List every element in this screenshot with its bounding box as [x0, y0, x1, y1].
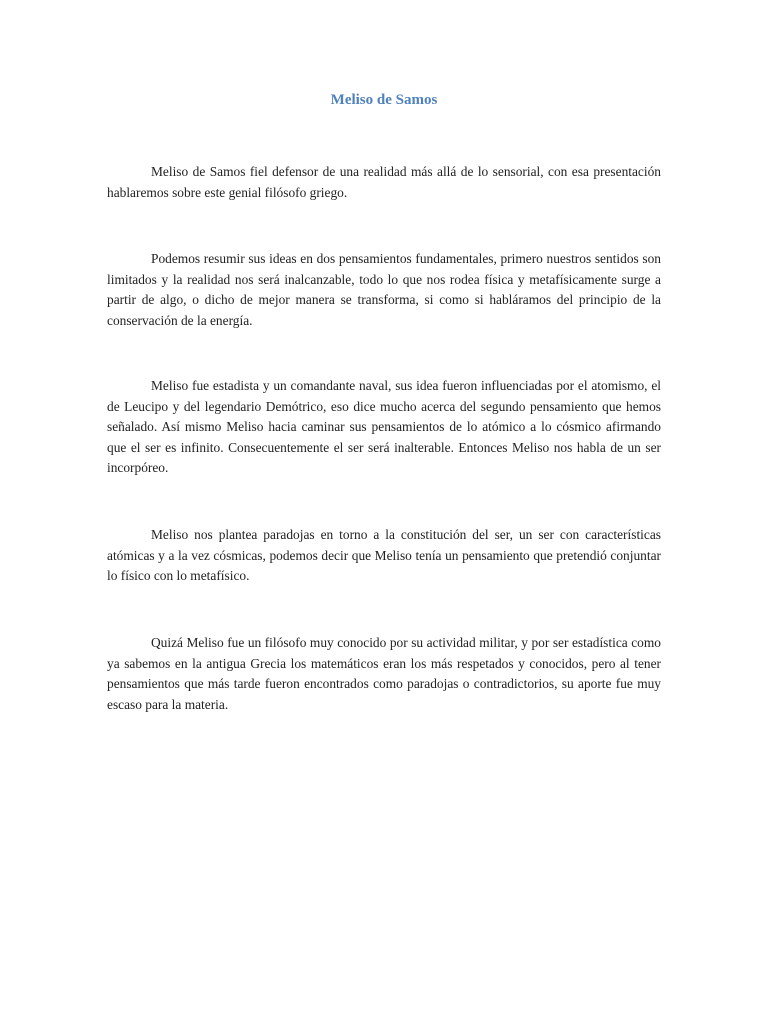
- paragraph-4: Meliso nos plantea paradojas en torno a la constitución del ser, un ser con características atómicas y a la vez cósmicas, podemos decir que Meliso tenía un pensamiento que pretendió conjuntar lo físico con lo metafísico.: [107, 527, 661, 583]
- paragraph-2: Podemos resumir sus ideas en dos pensamientos fundamentales, primero nuestros sentidos son limitados y la realidad nos será inalcanzable, todo lo que nos rodea física y metafísicamente surge a partir de algo, o dicho de mejor manera se transforma, si como si habláramos del principio de la conservación de la energía.: [107, 251, 661, 328]
- paragraph-1: Meliso de Samos fiel defensor de una realidad más allá de lo sensorial, con esa presentación hablaremos sobre este genial filósofo griego.: [107, 164, 661, 200]
- paragraph-3: Meliso fue estadista y un comandante naval, sus idea fueron influenciadas por el atomismo, el de Leucipo y del legendario Demótrico, eso dice mucho acerca del segundo pensamiento que hemos señalado. Así mismo Meliso hacia caminar sus pensamientos de lo atómico a lo cósmico afirmando que el ser es infinito. Consecuentemente el ser será inalterable. Entonces Meliso nos habla de un ser incorpóreo.: [107, 378, 661, 475]
- document-title: Meliso de Samos: [330, 92, 438, 108]
- paragraph-5: Quizá Meliso fue un filósofo muy conocido por su actividad militar, y por ser estadística como ya sabemos en la antigua Grecia los matemáticos eran los más respetados y conocidos, pero al tener pensamientos que más tarde fueron encontrados como paradojas o contradictorios, su aporte fue muy escaso para la materia.: [107, 635, 661, 712]
